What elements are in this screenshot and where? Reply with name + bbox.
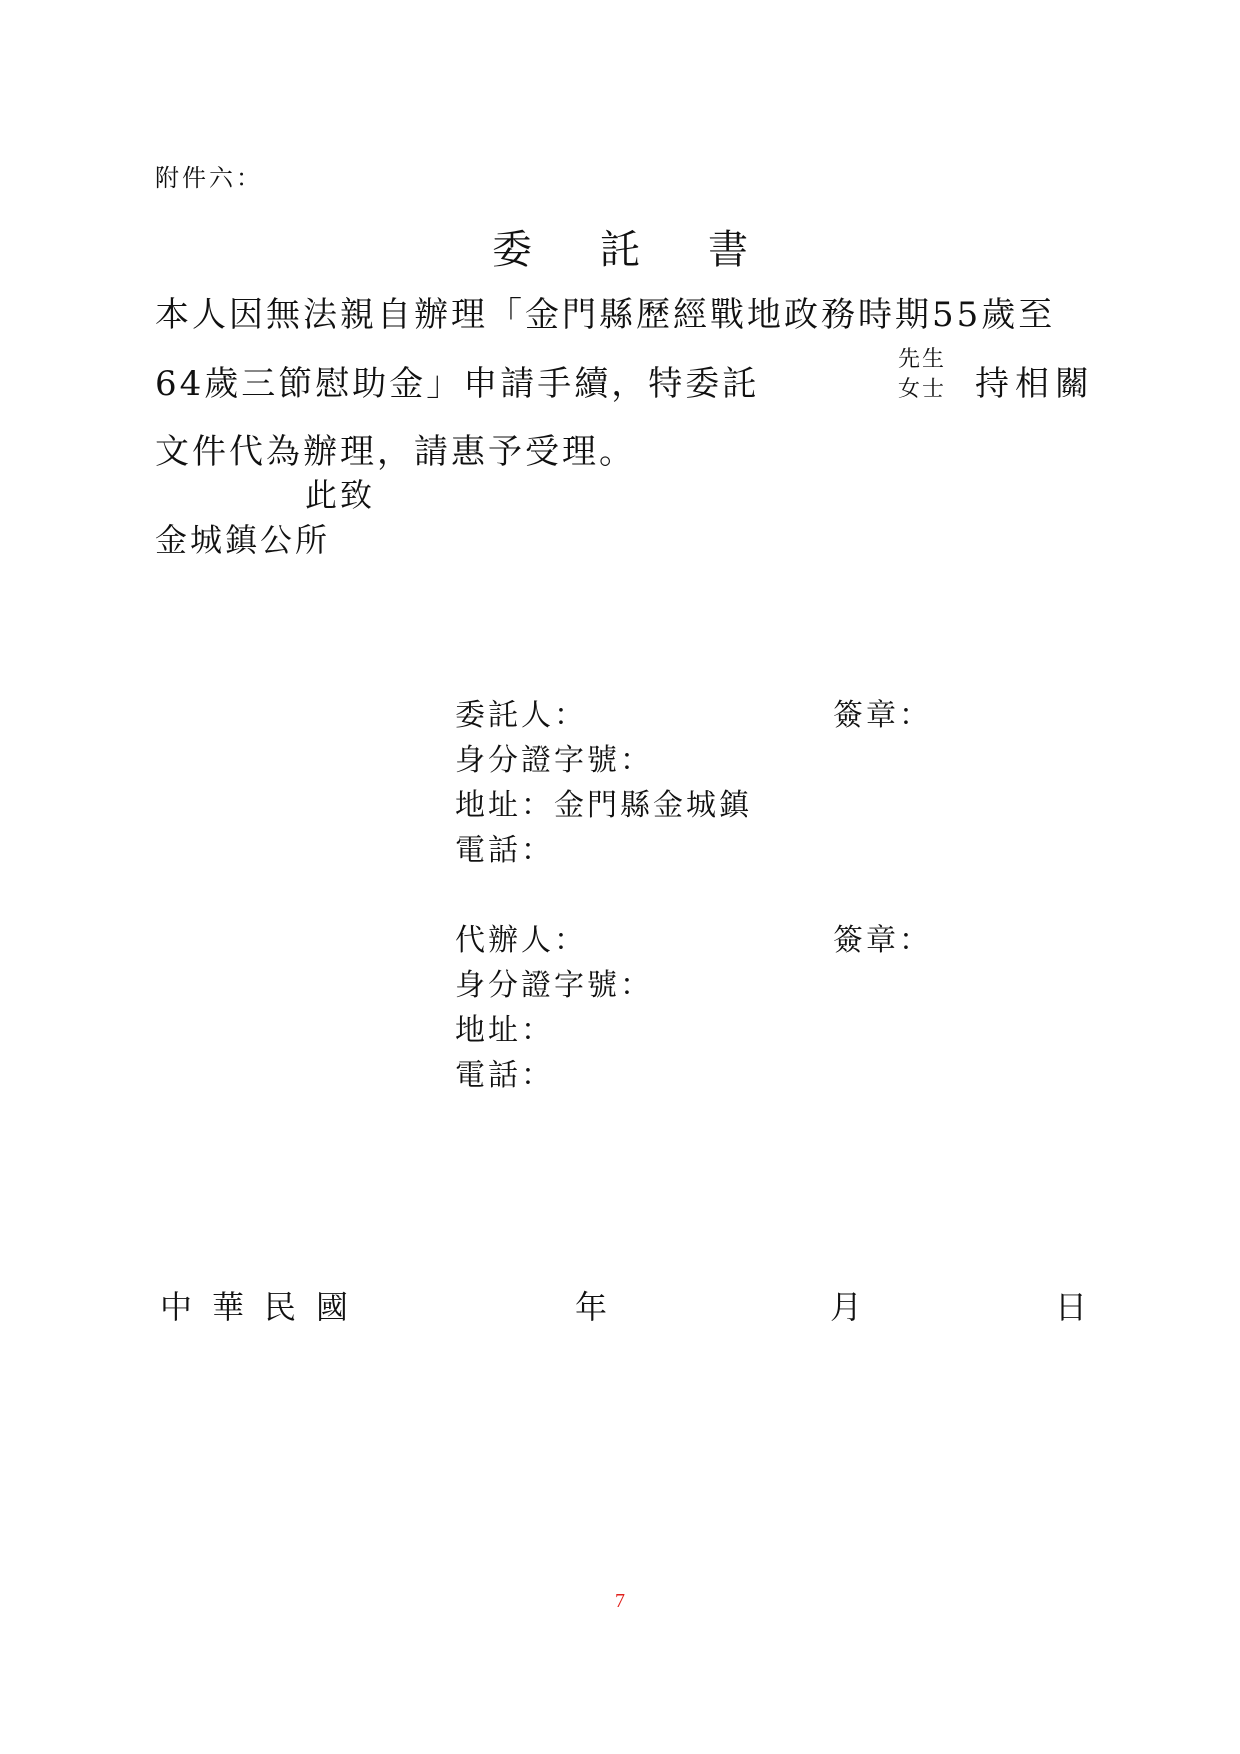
principal-id-label: 身分證字號： [455,743,653,778]
date-month-label: 月 [830,1288,863,1326]
principal-address-label: 地址：金門縣金城鎮 [455,788,752,823]
gender-option-ms: 女士 [898,377,947,402]
page-number: 7 [615,1590,625,1612]
agent-phone-label: 電話： [455,1058,554,1093]
body-line-1: 本人因無法親自辦理「金門縣歷經戰地政務時期55歲至 [155,295,1056,335]
attachment-label: 附件六： [155,164,263,192]
principal-phone-label: 電話： [455,833,554,868]
date-year-label: 年 [575,1288,608,1326]
document-title: 委託書 [492,227,816,273]
body-line-2-tail: 持相關 [975,364,1095,404]
date-day-label: 日 [1055,1288,1088,1326]
principal-signature-label: 簽章： [833,698,932,733]
body-line-2: 64歲三節慰助金」申請手續，特委託 [155,364,760,404]
agent-id-label: 身分證字號： [455,968,653,1003]
gender-option-mr: 先生 [898,347,947,372]
agent-name-label: 代辦人： [455,923,587,958]
date-era: 中華民國 [160,1288,369,1326]
gender-options [898,345,946,405]
principal-name-label: 委託人： [455,698,587,733]
body-line-3: 文件代為辦理，請惠予受理。 [155,432,636,472]
agent-signature-label: 簽章： [833,923,932,958]
agent-address-label: 地址： [455,1013,554,1048]
recipient: 金城鎮公所 [155,521,331,559]
salutation: 此致 [305,476,376,514]
